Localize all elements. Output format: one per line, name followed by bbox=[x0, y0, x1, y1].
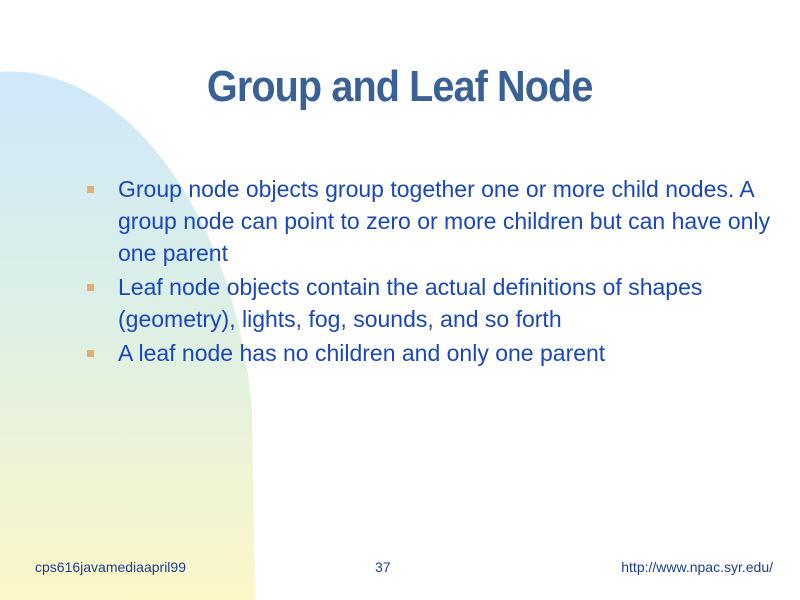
bullet-text: Leaf node objects contain the actual definitions of shapes (geometry), lights, fog, sounds, and so forth bbox=[118, 274, 703, 332]
bullet-item bbox=[84, 173, 784, 269]
footer-url[interactable]: http://www.npac.syr.edu/ bbox=[621, 559, 773, 575]
bullet-text: Group node objects group together one or more child nodes. A group node can point to zero or more children but can have only one parent bbox=[118, 176, 771, 266]
footer-course-code: cps616javamediaapril99 bbox=[35, 559, 186, 575]
square-bullet-icon bbox=[87, 186, 94, 193]
square-bullet-icon bbox=[87, 350, 94, 357]
bullet-item bbox=[84, 271, 784, 335]
square-bullet-icon bbox=[87, 284, 94, 291]
slide-title: Group and Leaf Node bbox=[206, 62, 593, 111]
bullet-list bbox=[84, 173, 784, 371]
bullet-item bbox=[84, 337, 784, 369]
footer-page-number: 37 bbox=[375, 559, 391, 575]
bullet-text: A leaf node has no children and only one parent bbox=[118, 340, 606, 366]
